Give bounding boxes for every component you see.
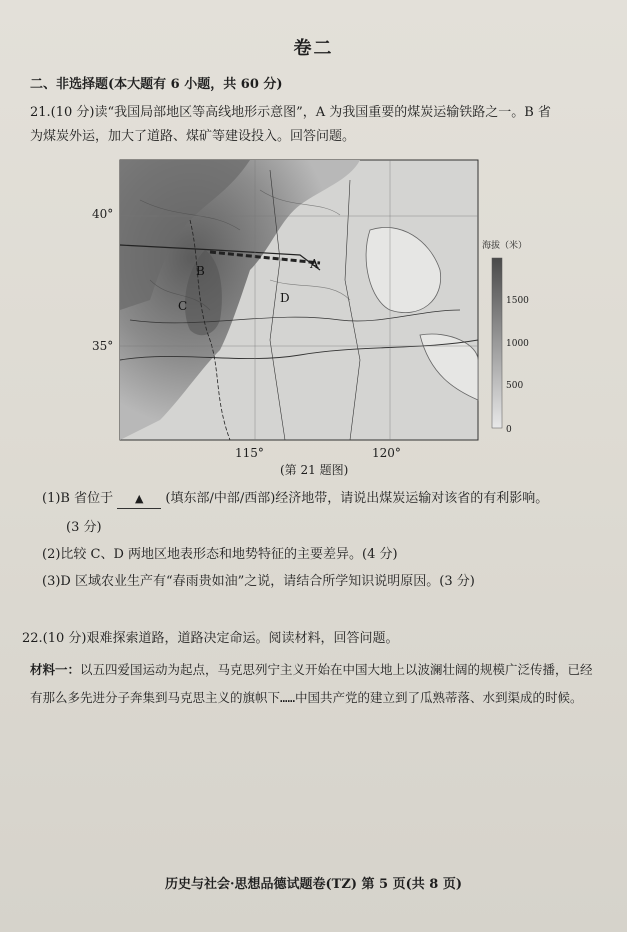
q21-stem-line2: 为煤炭外运，加大了道路、煤矿等建设投入。回答问题。 bbox=[30, 129, 356, 144]
q21-sub1 bbox=[42, 490, 548, 509]
q21-sub1-before: (1)B 省位于 bbox=[42, 491, 114, 506]
page-title: 卷二 bbox=[293, 38, 334, 59]
map-label-d: D bbox=[280, 291, 290, 305]
section-heading: 二、非选择题(本大题有 6 小题，共 60 分) bbox=[30, 77, 283, 92]
legend-title: 海拔（米） bbox=[482, 241, 528, 251]
q21-stem-line1: 21.(10 分)读“我国局部地区等高线地形示意图”，A 为我国重要的煤炭运输铁路之一。B 省 bbox=[30, 105, 551, 120]
contour-map-figure bbox=[92, 160, 540, 442]
q21-sub1-after: (填东部/中部/西部)经济地带，请说出煤炭运输对该省的有利影响。 bbox=[165, 491, 549, 506]
q22-material bbox=[30, 656, 600, 712]
q21-sub1-points: (3 分) bbox=[66, 520, 102, 535]
legend-gradient bbox=[492, 258, 502, 428]
map-label-c: C bbox=[178, 299, 188, 313]
material-text: 以五四爱国运动为起点，马克思列宁主义开始在中国大地上以波澜壮阔的规模广泛传播，已经有那么多先进分子奔集到马克思主义的旗帜下……中国共产党的建立到了瓜熟蒂落、水到渠成的时候。 bbox=[30, 662, 593, 705]
material-label: 材料一： bbox=[30, 662, 81, 677]
answer-blank: ▲ bbox=[117, 490, 161, 509]
q22-stem: 22.(10 分)艰难探索道路，道路决定命运。阅读材料，回答问题。 bbox=[22, 631, 399, 646]
legend-0: 0 bbox=[506, 425, 512, 435]
q21-sub3: (3)D 区域农业生产有“春雨贵如油”之说，请结合所学知识说明原因。(3 分) bbox=[42, 574, 475, 589]
lat-top-label: 40° bbox=[92, 207, 114, 221]
contour-map bbox=[92, 160, 540, 460]
lat-bottom-label: 35° bbox=[92, 339, 114, 353]
legend-500: 500 bbox=[506, 381, 524, 391]
legend-1000: 1000 bbox=[506, 339, 529, 349]
lon-left-label: 115° bbox=[235, 446, 264, 460]
q21-sub2: (2)比较 C、D 两地区地表形态和地势特征的主要差异。(4 分) bbox=[42, 547, 398, 562]
figure-caption: (第 21 题图) bbox=[280, 463, 349, 477]
page-footer: 历史与社会·思想品德试题卷(TZ) 第 5 页(共 8 页) bbox=[164, 877, 462, 892]
lon-right-label: 120° bbox=[372, 446, 401, 460]
legend-1500: 1500 bbox=[506, 296, 529, 306]
map-label-b: B bbox=[196, 264, 205, 278]
map-label-a: A bbox=[310, 257, 319, 271]
